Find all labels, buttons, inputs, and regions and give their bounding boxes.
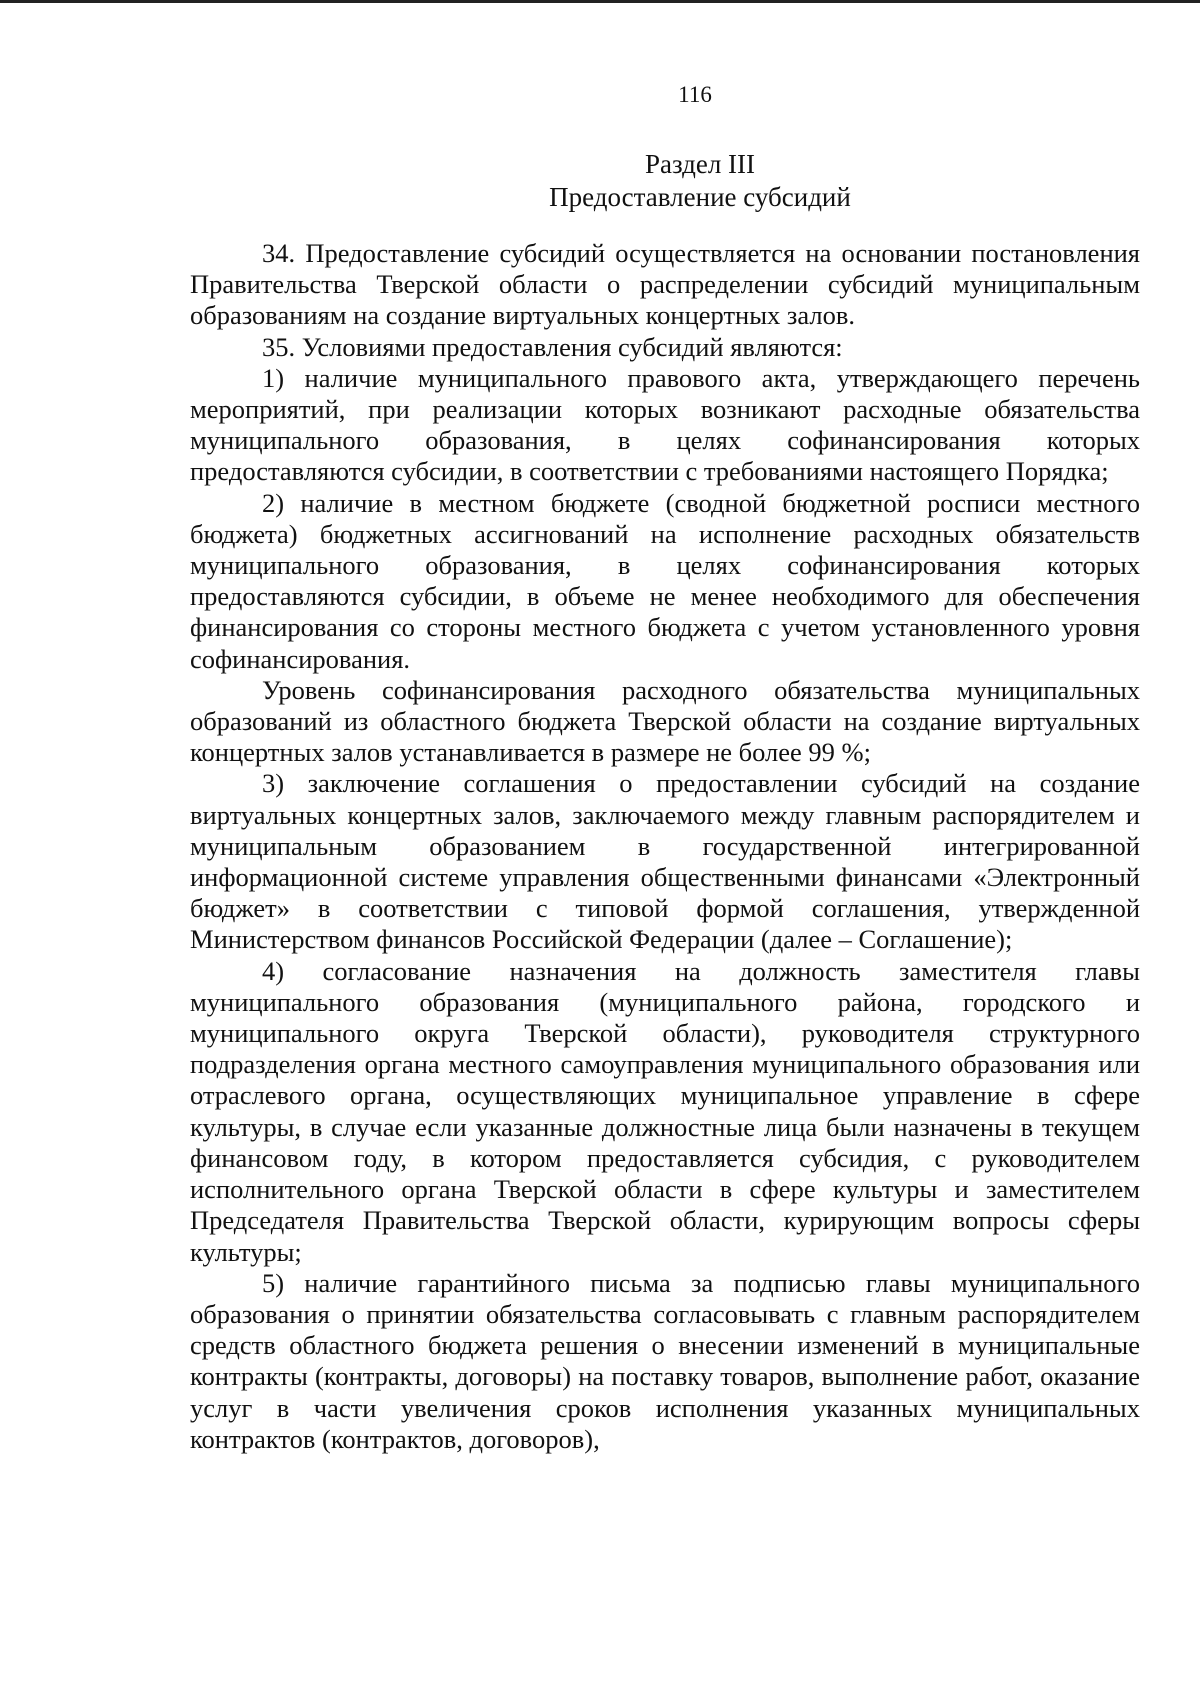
page-number: 116	[678, 82, 712, 107]
scan-edge	[0, 0, 1200, 3]
condition-4: 4) согласование назначения на должность заместителя главы муниципального образования (муниципального района, городского и муниципального округа Тверской области), руководителя структурного подразделения органа местного самоуправления муниципального образования или отраслевого органа, осуществляющих муниципальное управление в сфере культуры, в случае если указанные должностные лица были назначены в текущем финансовом году, в котором предоставляется субсидия, с руководителем исполнительного органа Тверской области в сфере культуры и заместителем Председателя Правительства Тверской области, курирующим вопросы сферы культуры;	[190, 955, 1140, 1267]
condition-1: 1) наличие муниципального правового акта, утверждающего перечень мероприятий, при реализации которых возникают расходные обязательства муниципального образования, в целях софинансирования которых предоставляются субсидии, в соответствии с требованиями настоящего Порядка;	[190, 362, 1140, 487]
cofinancing-level: Уровень софинансирования расходного обязательства муниципальных образований из областного бюджета Тверской области на создание виртуальных концертных залов устанавливается в размере не более 99 %;	[190, 674, 1140, 768]
condition-5: 5) наличие гарантийного письма за подписью главы муниципального образования о принятии обязательства согласовывать с главным распорядителем средств областного бюджета решения о внесении изменений в муниципальные контракты (контракты, договоры) на поставку товаров, выполнение работ, оказание услуг в части увеличения сроков исполнения указанных муниципальных контрактов (контрактов, договоров),	[190, 1267, 1140, 1454]
paragraph-35: 35. Условиями предоставления субсидий являются:	[262, 331, 843, 362]
condition-2: 2) наличие в местном бюджете (сводной бюджетной росписи местного бюджета) бюджетных ассигнований на исполнение расходных обязательств муниципального образования, в целях софинансирования которых предоставляются субсидии, в объеме не менее необходимого для обеспечения финансирования со стороны местного бюджета с учетом установленного уровня софинансирования.	[190, 487, 1140, 674]
document-page	[190, 78, 1140, 1455]
section-title: Раздел III	[644, 149, 756, 179]
paragraph-34: 34. Предоставление субсидий осуществляется на основании постановления Правительства Тверской области о распределении субсидий муниципальным образованиям на создание виртуальных концертных залов.	[190, 238, 1140, 331]
condition-3: 3) заключение соглашения о предоставлении субсидий на создание виртуальных концертных залов, заключаемого между главным распорядителем и муниципальным образованием в государственной интегрированной информационной системе управления общественными финансами «Электронный бюджет» в соответствии с типовой формой соглашения, утвержденной Министерством финансов Российской Федерации (далее – Соглашение);	[190, 768, 1140, 955]
section-subtitle: Предоставление субсидий	[549, 182, 851, 212]
